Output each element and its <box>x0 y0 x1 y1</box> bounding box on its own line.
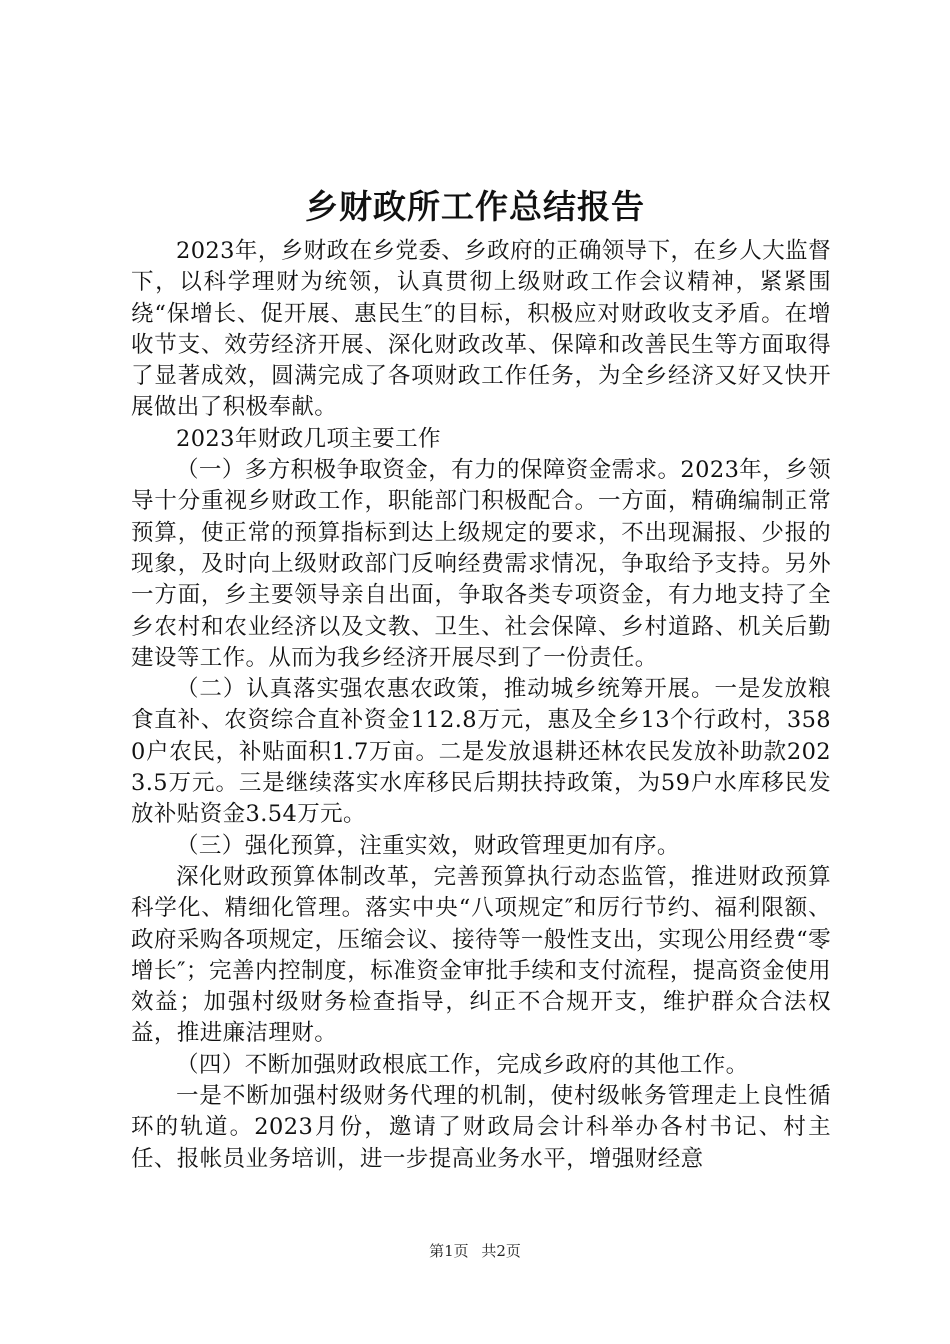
page-footer <box>0 1241 950 1261</box>
paragraph-item-4-body: 一是不断加强村级财务代理的机制，使村级帐务管理走上良性循环的轨道。2023月份，邀请了财政局会计科举办各村书记、村主任、报帐员业务培训，进一步提高业务水平，增强财经意 <box>131 1083 831 1172</box>
page-number-total: 共2页 <box>481 1242 521 1260</box>
document-body <box>131 236 831 1175</box>
paragraph-item-2: （二）认真落实强农惠农政策，推动城乡统筹开展。一是发放粮食直补、农资综合直补资金112.8万元，惠及全乡13个行政村，3580户农民，补贴面积1.7万亩。二是发放退耕还林农民发放补助款2023.5万元。三是继续落实水库移民后期扶持政策，为59户水库移民发放补贴资金3.54万元。 <box>131 676 831 828</box>
paragraph-item-3-body: 深化财政预算体制改革，完善预算执行动态监管，推进财政预算科学化、精细化管理。落实中央“八项规定″和厉行节约、福利限额、政府采购各项规定，压缩会议、接待等一般性支出，实现公用经费“零增长″；完善内控制度，标准资金审批手续和支付流程，提高资金使用效益；加强村级财务检查指导，纠正不合规开支，维护群众合法权益，推进廉洁理财。 <box>131 863 831 1047</box>
paragraph-intro: 2023年，乡财政在乡党委、乡政府的正确领导下，在乡人大监督下，以科学理财为统领，认真贯彻上级财政工作会议精神，紧紧围绕“保增长、促开展、惠民生″的目标，积极应对财政收支矛盾。在增收节支、效劳经济开展、深化财政改革、保障和改善民生等方面取得了显著成效，圆满完成了各项财政工作任务，为全乡经济又好又快开展做出了积极奉献。 <box>131 238 831 421</box>
page-number-current: 第1页 <box>429 1242 469 1260</box>
document-title: 乡财政所工作总结报告 <box>305 187 645 226</box>
paragraph-item-1: （一）多方积极争取资金，有力的保障资金需求。2023年，乡领导十分重视乡财政工作，职能部门积极配合。一方面，精确编制正常预算，使正常的预算指标到达上级规定的要求，不出现漏报、少报的现象，及时向上级财政部门反响经费需求情况，争取给予支持。另外一方面，乡主要领导亲自出面，争取各类专项资金，有力地支持了全乡农村和农业经济以及文教、卫生、社会保障、乡村道路、机关后勤建设等工作。从而为我乡经济开展尽到了一份责任。 <box>131 457 831 671</box>
paragraph-item-3-heading: （三）强化预算，注重实效，财政管理更加有序。 <box>176 832 680 859</box>
paragraph-item-4-heading: （四）不断加强财政根底工作，完成乡政府的其他工作。 <box>176 1051 749 1078</box>
paragraph-section-heading: 2023年财政几项主要工作 <box>176 425 441 452</box>
